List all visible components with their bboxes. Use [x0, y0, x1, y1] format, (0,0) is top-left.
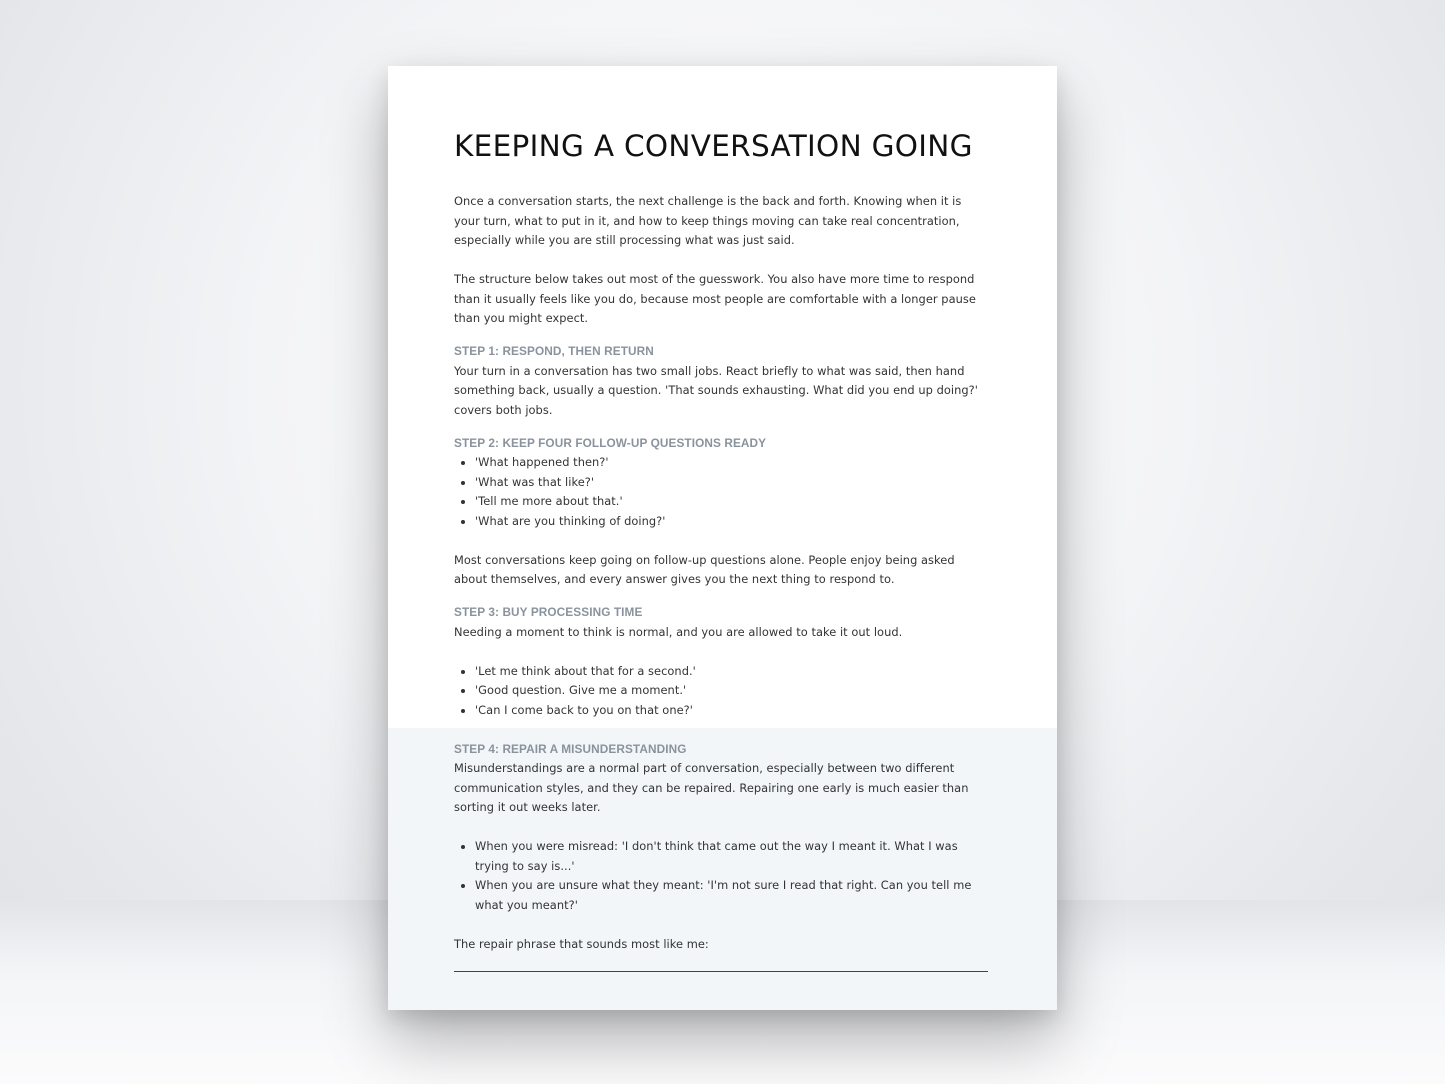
intro-paragraph-1: Once a conversation starts, the next challenge is the back and forth. Knowing when it is your turn, what to put in it, and how to keep things moving can take real concentration, especially while you are still processing what was just said.: [454, 194, 962, 247]
step3-body: Needing a moment to think is normal, and you are allowed to take it out loud.: [454, 624, 903, 639]
list-item: • 'What was that like?': [475, 473, 990, 493]
step4-repair-list: [454, 837, 990, 915]
step2-after-paragraph: Most conversations keep going on follow-up questions alone. People enjoy being asked about themselves, and every answer gives you the next thing to respond to.: [454, 552, 955, 586]
list-item: • When you were misread: 'I don't think that came out the way I meant it. What I was trying to say is...': [475, 837, 990, 876]
list-item: • 'What are you thinking of doing?': [475, 512, 990, 532]
step2-question-list: [454, 453, 990, 531]
step3-heading: STEP 3: BUY PROCESSING TIME: [454, 605, 643, 619]
list-item: • 'Can I come back to you on that one?': [475, 701, 990, 721]
step1-heading: STEP 1: RESPOND, THEN RETURN: [454, 344, 654, 358]
intro-paragraph-2: The structure below takes out most of the guesswork. You also have more time to respond than it usually feels like you do, because most people are comfortable with a longer pause than you might expect.: [454, 272, 976, 325]
step1-body: Your turn in a conversation has two small jobs. React briefly to what was said, then hand something back, usually a question. 'That sounds exhausting. What did you end up doing?' covers both jobs.: [454, 363, 978, 417]
list-item: • 'Tell me more about that.': [475, 492, 990, 512]
step3-phrase-list: [454, 662, 990, 721]
step4-heading: STEP 4: REPAIR A MISUNDERSTANDING: [454, 741, 687, 756]
list-item: • When you are unsure what they meant: 'I'm not sure I read that right. Can you tell me what you meant?': [475, 876, 990, 915]
list-item: • 'Let me think about that for a second.': [475, 662, 990, 682]
answer-write-line[interactable]: [454, 971, 988, 972]
page-content: [454, 128, 990, 972]
list-item: • 'What happened then?': [475, 453, 990, 473]
list-item: • 'Good question. Give me a moment.': [475, 681, 990, 701]
step2-heading: STEP 2: KEEP FOUR FOLLOW-UP QUESTIONS READY: [454, 435, 767, 450]
page-title: KEEPING A CONVERSATION GOING: [454, 129, 973, 163]
step4-body: Misunderstandings are a normal part of conversation, especially between two different communication styles, and they can be repaired. Repairing one early is much easier than sorting it out weeks later.: [454, 761, 969, 814]
worksheet-page: [388, 66, 1057, 1010]
step4-writing-prompt: The repair phrase that sounds most like me:: [454, 936, 709, 951]
